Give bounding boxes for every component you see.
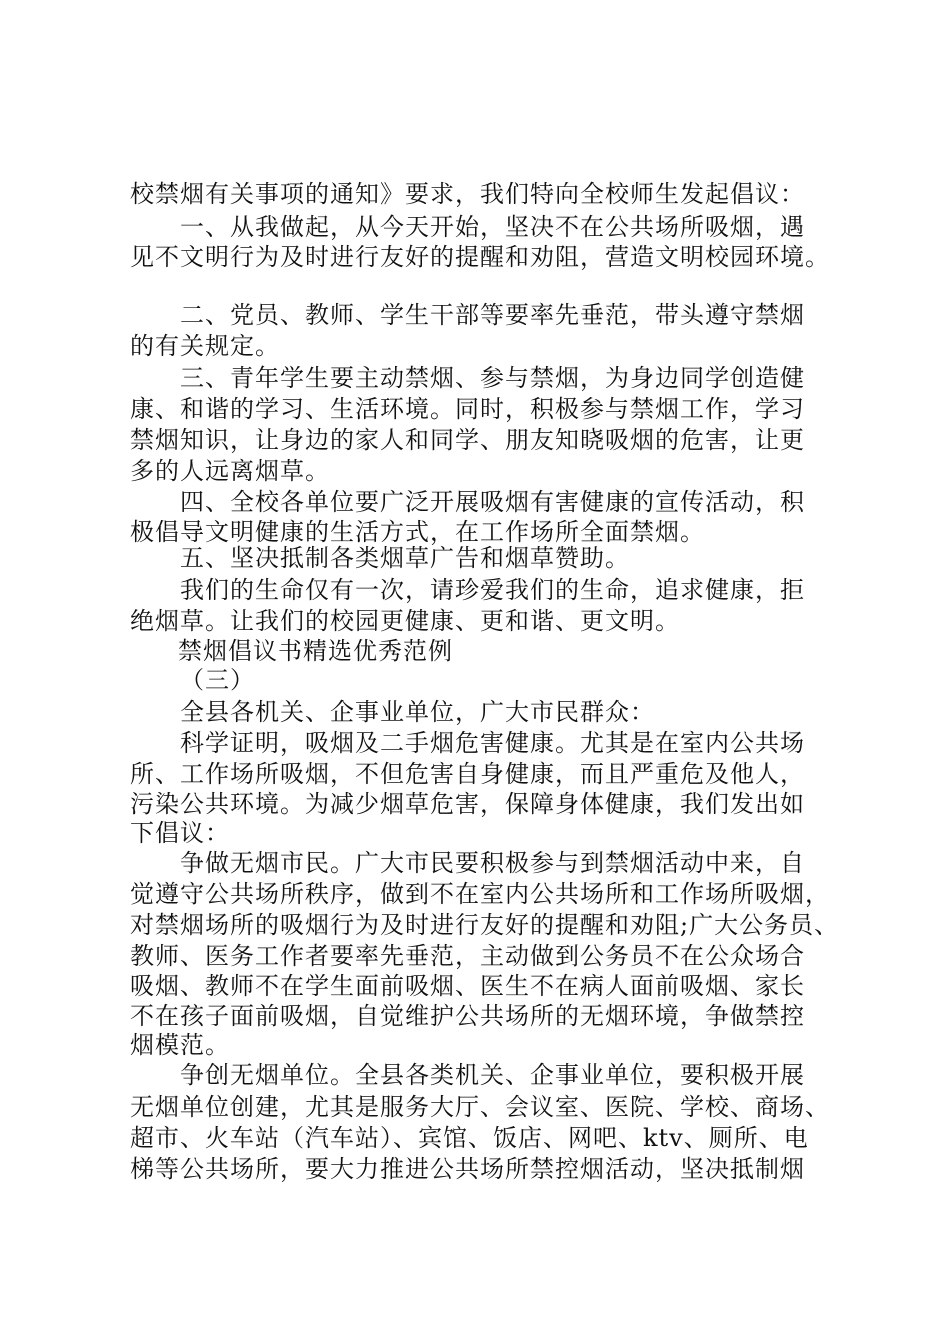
text-line: 四、全校各单位要广泛开展吸烟有害健康的宣传活动，积: [180, 488, 805, 516]
text-line: 极倡导文明健康的生活方式，在工作场所全面禁烟。: [130, 518, 705, 546]
text-line: 争创无烟单位。全县各类机关、企事业单位，要积极开展: [180, 1061, 805, 1089]
text-line: 的有关规定。: [130, 332, 280, 360]
text-line: 康、和谐的学习、生活环境。同时，积极参与禁烟工作，学习: [130, 395, 805, 423]
text-line: 五、坚决抵制各类烟草广告和烟草赞助。: [180, 544, 630, 572]
text-line: 烟模范。: [130, 1031, 230, 1059]
text-line: 科学证明，吸烟及二手烟危害健康。尤其是在室内公共场: [180, 729, 805, 757]
salutation: 全县各机关、企事业单位，广大市民群众：: [180, 698, 655, 726]
text-line: 禁烟知识，让身边的家人和同学、朋友知晓吸烟的危害，让更: [130, 426, 805, 454]
text-line: 所、工作场所吸烟，不但危害自身健康，而且严重危及他人，: [130, 760, 805, 788]
text-line: 我们的生命仅有一次，请珍爱我们的生命，追求健康，拒: [180, 576, 805, 604]
text-line: 污染公共环境。为减少烟草危害，保障身体健康，我们发出如: [130, 790, 805, 818]
text-line: 梯等公共场所，要大力推进公共场所禁控烟活动，坚决抵制烟: [130, 1155, 805, 1183]
text-line: 觉遵守公共场所秩序，做到不在室内公共场所和工作场所吸烟，: [130, 880, 830, 908]
text-line: 超市、火车站（汽车站）、宾馆、饭店、网吧、ktv、厕所、电: [130, 1124, 809, 1152]
text-line: 二、党员、教师、学生干部等要率先垂范，带头遵守禁烟: [180, 301, 805, 329]
text-line: 对禁烟场所的吸烟行为及时进行友好的提醒和劝阻;广大公务员、: [130, 911, 840, 939]
text-line: 见不文明行为及时进行友好的提醒和劝阻，营造文明校园环境。: [130, 243, 830, 271]
text-line: 吸烟、教师不在学生面前吸烟、医生不在病人面前吸烟、家长: [130, 972, 805, 1000]
text-line: 下倡议：: [130, 819, 230, 847]
text-line: 一、从我做起，从今天开始，坚决不在公共场所吸烟，遇: [180, 213, 805, 241]
text-line: 无烟单位创建，尤其是服务大厅、会议室、医院、学校、商场、: [130, 1093, 830, 1121]
text-line: 教师、医务工作者要率先垂范，主动做到公务员不在公众场合: [130, 942, 805, 970]
section-heading: 禁烟倡议书精选优秀范例: [178, 637, 453, 665]
text-line: 校禁烟有关事项的通知》要求，我们特向全校师生发起倡议：: [130, 180, 805, 208]
section-number: （三）: [180, 666, 255, 694]
text-line: 不在孩子面前吸烟，自觉维护公共场所的无烟环境，争做禁控: [130, 1002, 805, 1030]
text-line: 三、青年学生要主动禁烟、参与禁烟，为身边同学创造健: [180, 364, 805, 392]
text-line: 绝烟草。让我们的校园更健康、更和谐、更文明。: [130, 607, 680, 635]
text-line: 多的人远离烟草。: [130, 457, 330, 485]
text-line: 争做无烟市民。广大市民要积极参与到禁烟活动中来，自: [180, 849, 805, 877]
